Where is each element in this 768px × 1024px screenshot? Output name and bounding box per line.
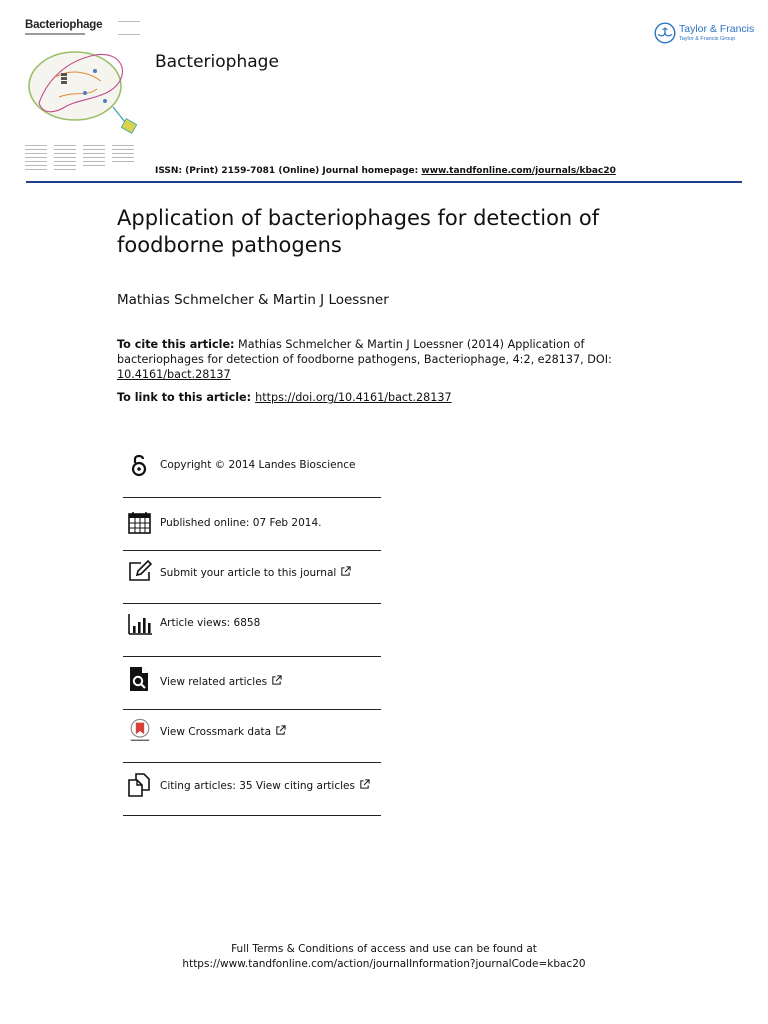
citation-block — [117, 337, 637, 382]
citation-label: To cite this article: — [117, 338, 235, 351]
article-link-label: To link to this article: — [117, 391, 252, 404]
external-link-icon — [359, 779, 370, 790]
journal-homepage-link[interactable]: www.tandfonline.com/journals/kbac20 — [421, 166, 616, 176]
issn-label: ISSN: (Print) 2159-7081 (Online) Journal homepage: — [155, 166, 422, 176]
list-item-article-views — [123, 604, 381, 657]
submit-article-label: Submit your article to this journal — [160, 567, 337, 579]
journal-name: Bacteriophage — [155, 52, 279, 72]
cover-subtitle-line — [25, 33, 85, 35]
calendar-icon — [127, 510, 153, 536]
publisher-logo[interactable] — [654, 22, 755, 48]
cover-contents-columns — [25, 145, 140, 175]
submit-article-link[interactable] — [160, 566, 351, 579]
article-link-block — [117, 391, 452, 404]
bar-chart-icon — [127, 612, 153, 638]
terms-footer-url[interactable]: https://www.tandfonline.com/action/journalInformation?journalCode=kbac20 — [182, 958, 586, 970]
edit-icon — [127, 559, 153, 585]
terms-footer — [0, 942, 768, 972]
journal-cover-thumbnail — [25, 19, 140, 177]
article-authors: Mathias Schmelcher & Martin J Loessner — [117, 292, 389, 308]
citation-doi-link[interactable]: 10.4161/bact.28137 — [117, 368, 231, 381]
header-divider — [26, 181, 742, 183]
issn-line — [155, 166, 616, 176]
list-item-crossmark[interactable] — [123, 710, 381, 763]
article-doi-link[interactable]: https://doi.org/10.4161/bact.28137 — [255, 391, 452, 404]
crossmark-icon — [127, 718, 153, 744]
related-articles-label: View related articles — [160, 676, 268, 688]
terms-footer-line-1: Full Terms & Conditions of access and use can be found at — [231, 943, 537, 955]
list-item-copyright — [123, 440, 381, 498]
article-views-text: Article views: 6858 — [160, 617, 261, 629]
publisher-group: Taylor & Francis Group — [679, 36, 736, 42]
copyright-text: Copyright © 2014 Landes Bioscience — [160, 459, 356, 471]
cover-illustration — [25, 41, 140, 141]
publisher-logo-icon — [654, 22, 676, 44]
external-link-icon — [271, 675, 282, 686]
crossmark-link[interactable] — [160, 725, 286, 738]
crossmark-label: View Crossmark data — [160, 726, 272, 738]
list-item-related-articles[interactable] — [123, 657, 381, 710]
citing-articles-icon — [127, 772, 153, 798]
citing-articles-label: Citing articles: 35 View citing articles — [160, 780, 355, 792]
article-title: Application of bacteriophages for detection of foodborne pathogens — [117, 206, 600, 257]
article-info-list — [123, 440, 381, 816]
list-item-citing-articles[interactable] — [123, 763, 381, 816]
published-date-text: Published online: 07 Feb 2014. — [160, 517, 322, 529]
external-link-icon — [275, 725, 286, 736]
citation-text: Mathias Schmelcher & Martin J Loessner (2014) Application of bacteriophages for detection of foodborne pathogens, Bacteriophage, 4:2, e28137, DOI: — [117, 338, 612, 366]
list-item-submit-article[interactable] — [123, 551, 381, 604]
open-access-icon — [127, 452, 153, 478]
related-search-icon — [127, 666, 153, 692]
list-item-published — [123, 498, 381, 551]
cover-title: Bacteriophage — [25, 19, 103, 31]
publisher-name: Taylor & Francis — [679, 23, 755, 35]
external-link-icon — [340, 566, 351, 577]
citing-articles-link[interactable] — [160, 779, 370, 792]
cover-corner-mark — [118, 21, 140, 35]
related-articles-link[interactable] — [160, 675, 282, 688]
